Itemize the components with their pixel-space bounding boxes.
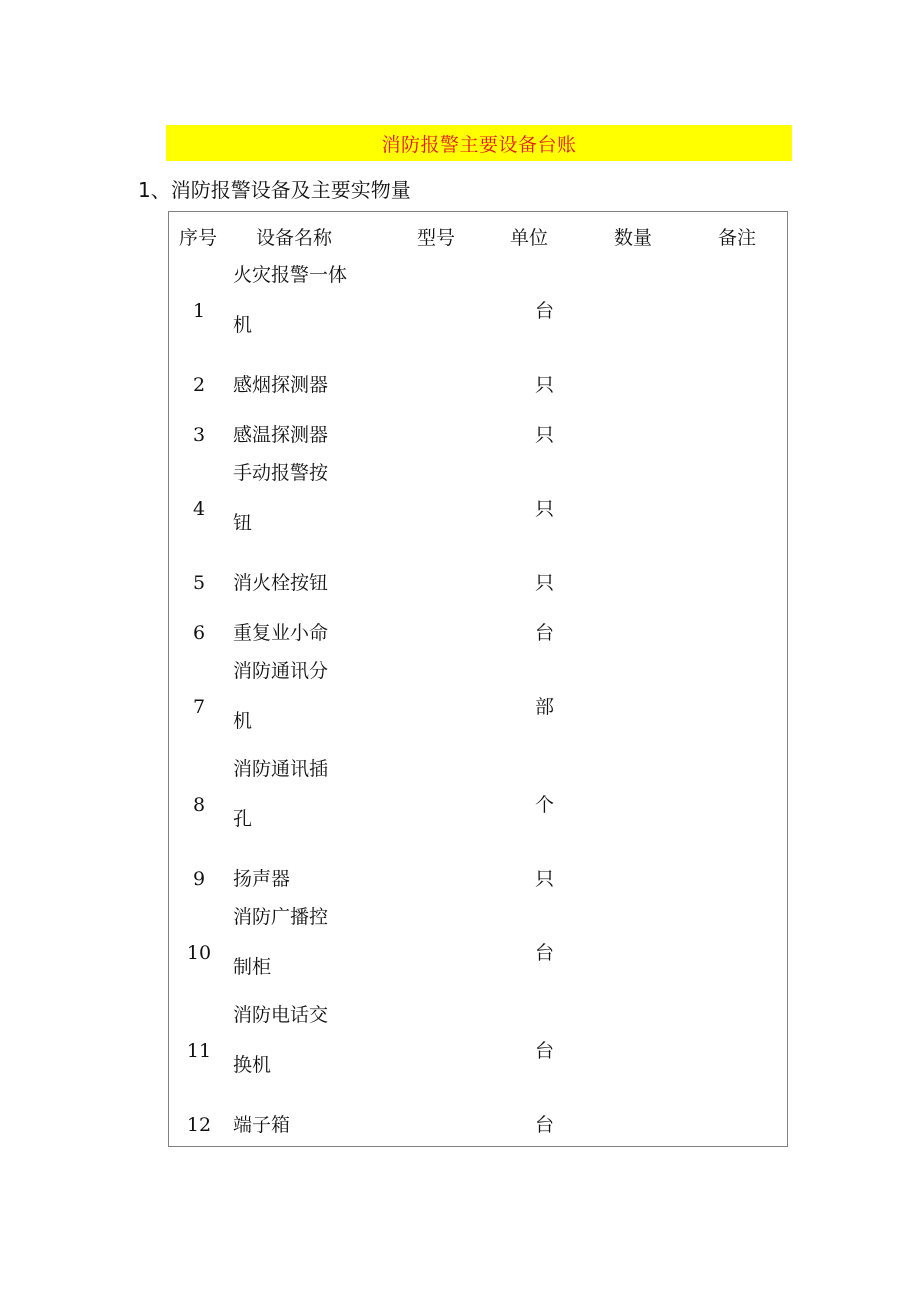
- header-name: 设备名称: [256, 227, 333, 249]
- header-unit: 单位: [510, 227, 549, 249]
- table-row: [169, 558, 787, 608]
- row-seq: 7: [192, 696, 206, 718]
- table-row: [169, 360, 787, 410]
- row-seq: 10: [186, 942, 212, 964]
- row-equipment-name: 手动报警按: [233, 462, 329, 484]
- row-unit: 台: [535, 1114, 555, 1136]
- row-unit: 只: [535, 374, 555, 396]
- row-unit: 只: [535, 498, 555, 520]
- title-bar: [166, 125, 792, 161]
- row-seq: 12: [186, 1114, 212, 1136]
- row-equipment-name: 火灾报警一体: [233, 264, 348, 286]
- section-heading: 1、消防报警设备及主要实物量: [138, 178, 411, 202]
- row-seq: 2: [192, 374, 206, 396]
- table-row: [169, 1100, 787, 1150]
- row-seq: 3: [192, 424, 206, 446]
- row-equipment-name: 换机: [233, 1054, 272, 1076]
- row-equipment-name: 机: [233, 710, 253, 732]
- row-unit: 台: [535, 300, 555, 322]
- row-equipment-name: 消防电话交: [233, 1004, 329, 1026]
- row-equipment-name: 钮: [233, 512, 253, 534]
- document-title: 消防报警主要设备台账: [381, 133, 577, 156]
- row-equipment-name: 扬声器: [233, 868, 291, 890]
- header-quantity: 数量: [614, 227, 653, 249]
- header-seq: 序号: [179, 227, 218, 249]
- row-equipment-name: 感烟探测器: [233, 374, 329, 396]
- row-unit: 只: [535, 572, 555, 594]
- row-equipment-name: 感温探测器: [233, 424, 329, 446]
- header-model: 型号: [417, 227, 456, 249]
- row-equipment-name: 消防通讯分: [233, 660, 329, 682]
- row-unit: 台: [535, 1040, 555, 1062]
- equipment-table: [168, 211, 788, 1147]
- table-row: [169, 904, 787, 1002]
- row-equipment-name: 消火栓按钮: [233, 572, 329, 594]
- row-equipment-name: 消防通讯插: [233, 758, 329, 780]
- table-row: [169, 460, 787, 558]
- row-equipment-name: 机: [233, 314, 253, 336]
- header-remarks: 备注: [718, 227, 757, 249]
- row-seq: 9: [192, 868, 206, 890]
- row-equipment-name: 孔: [233, 808, 253, 830]
- row-equipment-name: 重复业小命: [233, 622, 329, 644]
- row-seq: 11: [186, 1040, 212, 1062]
- row-seq: 5: [192, 572, 206, 594]
- row-unit: 台: [535, 622, 555, 644]
- row-equipment-name: 端子箱: [233, 1114, 291, 1136]
- row-unit: 部: [535, 696, 555, 718]
- table-row: [169, 658, 787, 756]
- row-unit: 台: [535, 942, 555, 964]
- row-seq: 1: [192, 300, 206, 322]
- table-row: [169, 756, 787, 854]
- row-unit: 个: [535, 794, 555, 816]
- row-seq: 6: [192, 622, 206, 644]
- table-row: [169, 1002, 787, 1100]
- table-row: [169, 262, 787, 360]
- row-equipment-name: 制柜: [233, 956, 272, 978]
- row-seq: 4: [192, 498, 206, 520]
- row-seq: 8: [192, 794, 206, 816]
- row-unit: 只: [535, 424, 555, 446]
- row-unit: 只: [535, 868, 555, 890]
- row-equipment-name: 消防广播控: [233, 906, 329, 928]
